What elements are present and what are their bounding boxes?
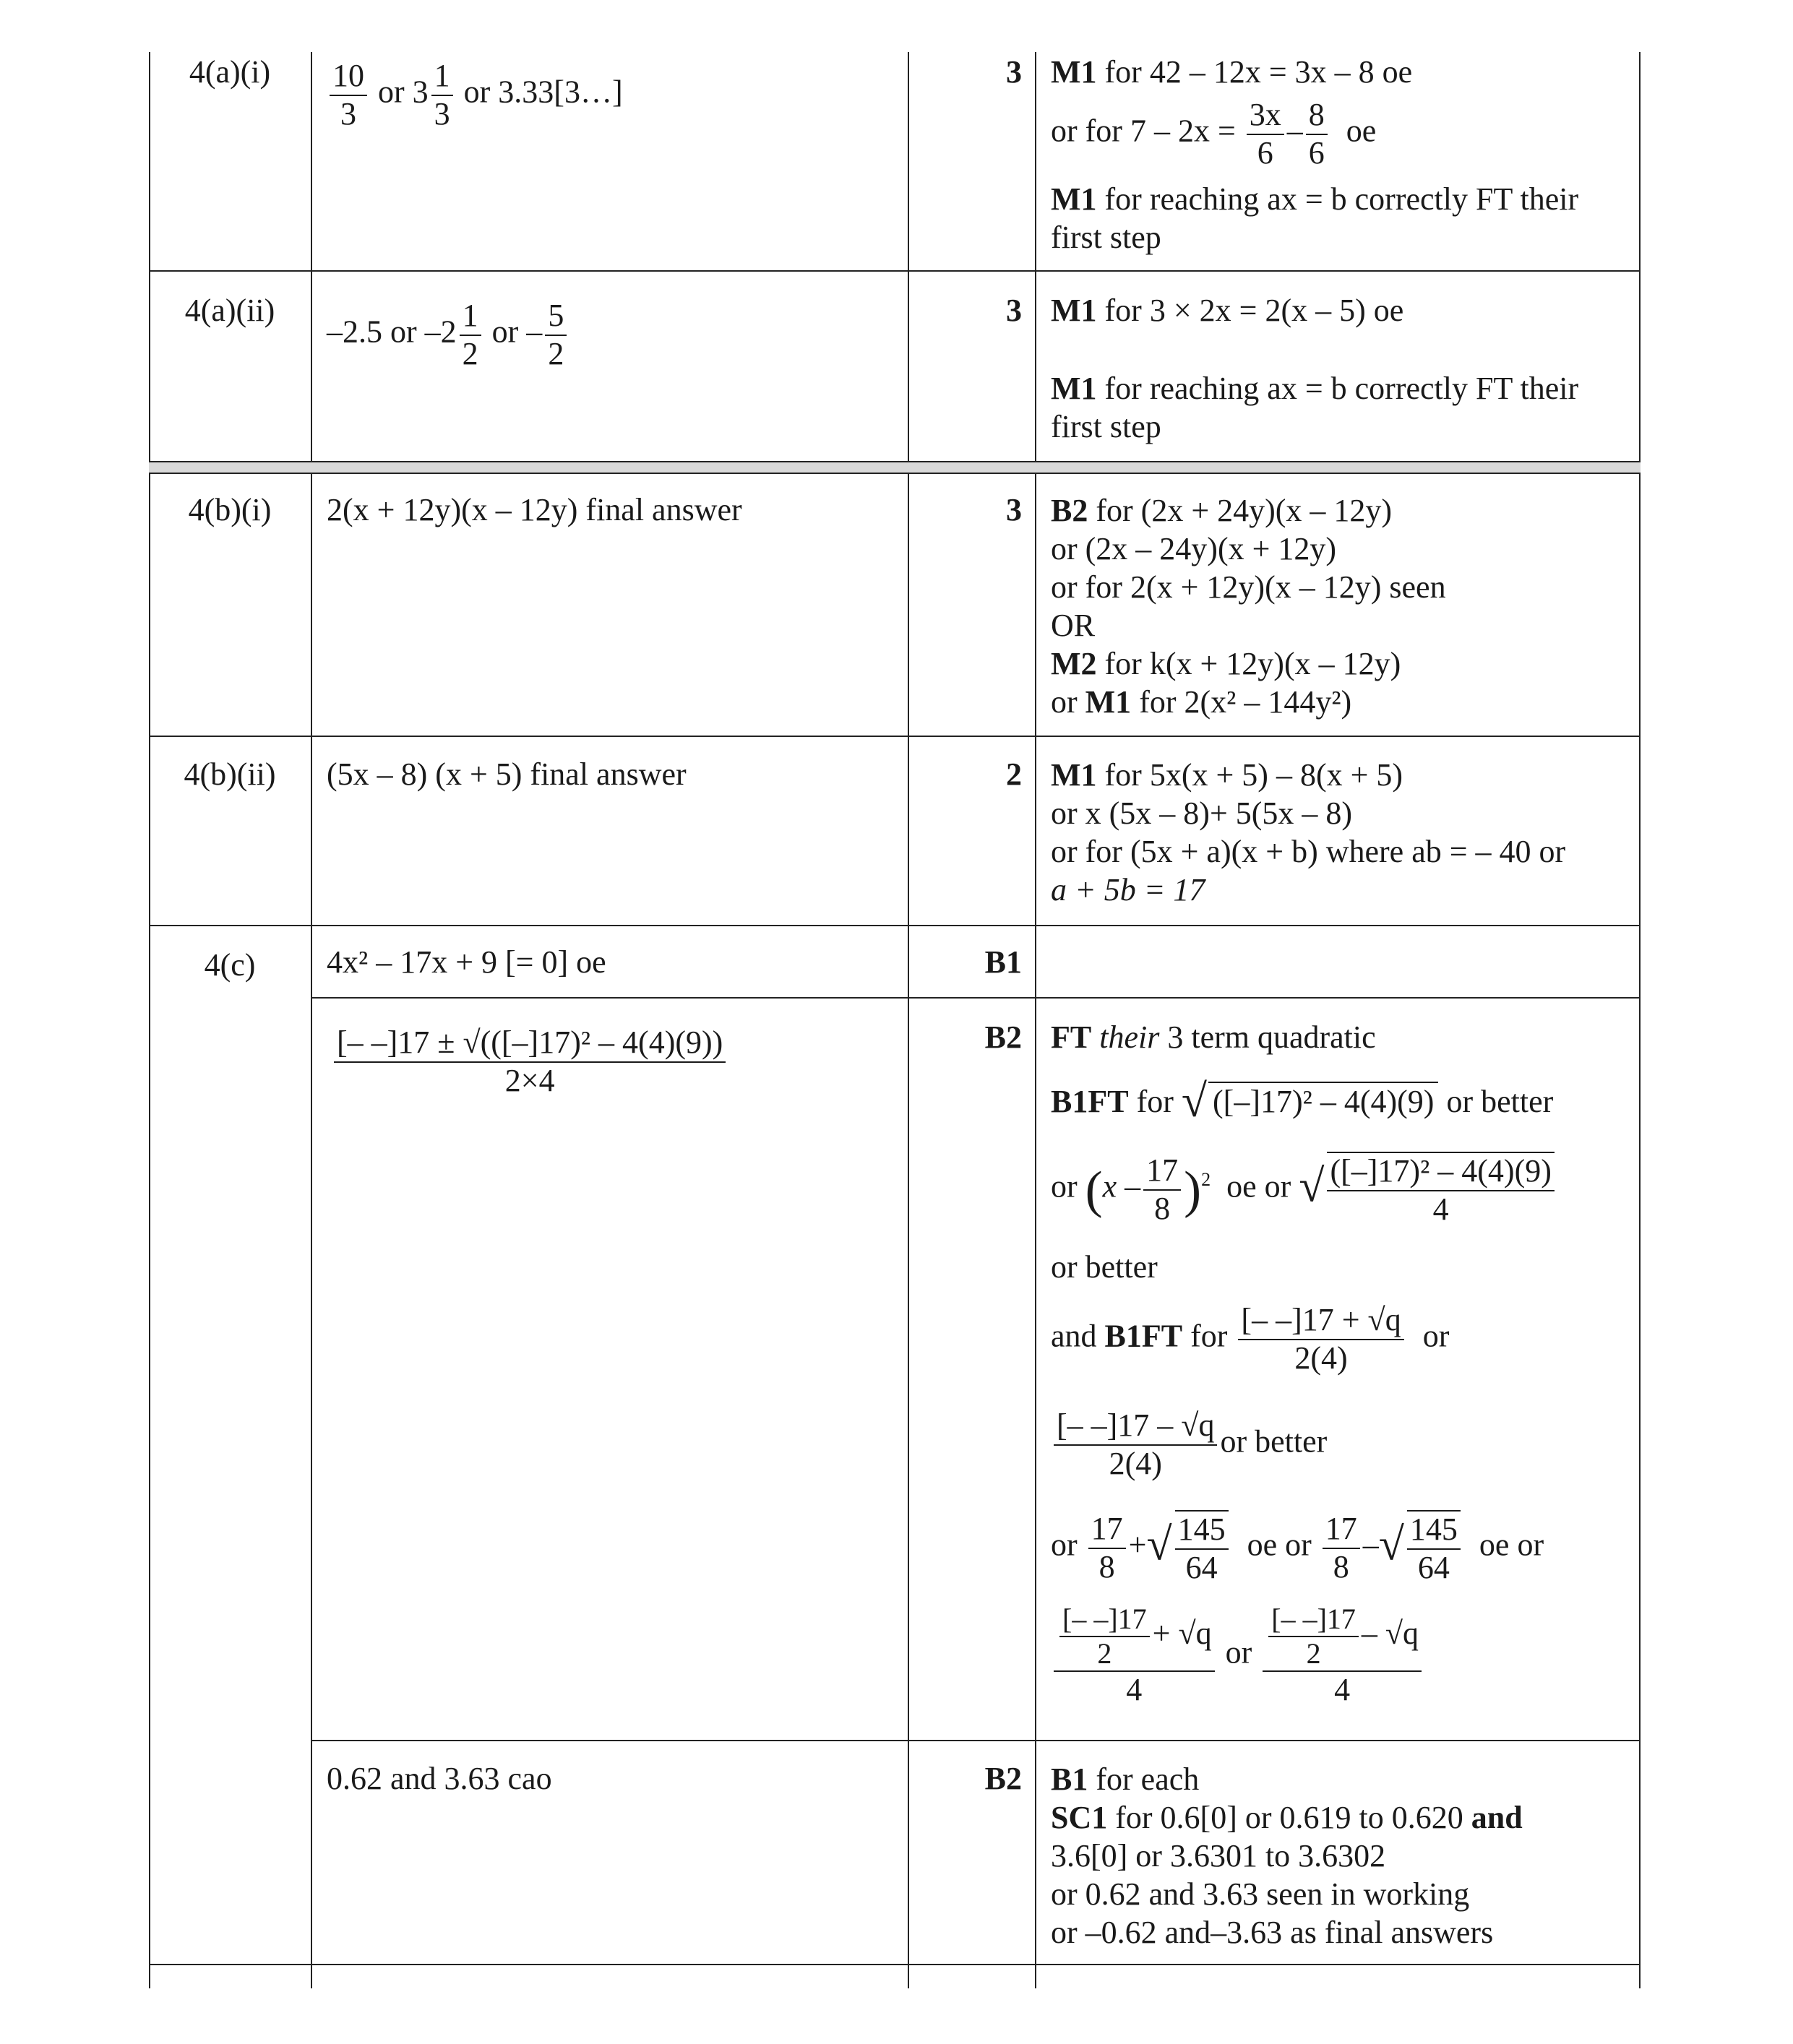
guidance-cell	[1051, 181, 1578, 257]
numerator: 17	[1323, 1511, 1360, 1549]
denominator: 6	[1308, 134, 1325, 171]
fraction	[1306, 97, 1328, 171]
fraction	[460, 298, 481, 372]
mark-code: M2	[1051, 646, 1097, 681]
numerator: 17	[1143, 1152, 1181, 1191]
guidance-text: or	[1051, 1168, 1078, 1204]
marks-cell: 2	[1006, 756, 1022, 792]
guidance-text: –	[1286, 113, 1303, 149]
mark-code: B2	[1051, 493, 1088, 528]
guidance-text: for 0.6[0] or 0.619 to 0.620	[1107, 1800, 1471, 1835]
fraction	[1175, 1510, 1229, 1586]
guidance-text: or for (5x + a)(x + b) where ab = – 40 or	[1051, 834, 1566, 869]
mark-code: FT	[1051, 1019, 1092, 1055]
numerator: [– –]17 + √q	[1238, 1302, 1403, 1340]
quadratic-formula-fraction	[334, 1025, 726, 1099]
guidance-cell	[1051, 1152, 1557, 1228]
table-border-col2	[311, 52, 312, 1988]
numerator: 3x	[1247, 97, 1284, 135]
answer-cell: 4x² – 17x + 9 [= 0] oe	[327, 944, 606, 980]
row-divider	[149, 461, 1641, 462]
guidance-text: for each	[1088, 1761, 1200, 1797]
answer-text: or 3.33[3…]	[463, 74, 623, 110]
row-divider	[149, 1964, 1641, 1965]
answer-cell	[327, 58, 623, 132]
guidance-text: for 5x(x + 5) – 8(x + 5)	[1096, 757, 1403, 793]
guidance-text: oe or	[1247, 1527, 1312, 1563]
guidance-text: for k(x + 12y)(x – 12y)	[1096, 646, 1401, 681]
guidance-text: or (2x – 24y)(x + 12y)	[1051, 531, 1337, 566]
question-number: 4(c)	[204, 947, 256, 983]
fraction	[1088, 1511, 1126, 1585]
guidance-text: for reaching ax = b correctly FT their	[1096, 181, 1579, 217]
numerator: ([–]17)² – 4(4)(9)	[1327, 1153, 1554, 1191]
fraction	[431, 58, 453, 132]
guidance-text: or for 7 – 2x =	[1051, 113, 1236, 149]
mark-code: B1FT	[1051, 1084, 1129, 1119]
guidance-cell	[1051, 370, 1578, 447]
answer-cell	[331, 1025, 728, 1099]
guidance-text: oe or	[1479, 1527, 1544, 1563]
question-number: 4(a)(ii)	[184, 293, 275, 328]
numerator: 5	[545, 298, 567, 336]
numerator	[1054, 1603, 1215, 1672]
denominator: 4	[1432, 1191, 1449, 1227]
mark-code: M1	[1051, 54, 1097, 90]
question-number: 4(b)(i)	[188, 492, 272, 527]
mark-code: M1	[1085, 684, 1132, 720]
row-divider	[149, 736, 1641, 737]
guidance-cell	[1051, 1302, 1449, 1376]
guidance-text: or x (5x – 8)+ 5(5x – 8)	[1051, 795, 1353, 831]
guidance-text: a + 5b = 17	[1051, 872, 1205, 907]
numerator: 10	[330, 58, 367, 96]
answer-cell: (5x – 8) (x + 5) final answer	[327, 756, 687, 792]
fraction	[1054, 1407, 1217, 1482]
answer-text: –2.5 or –2	[327, 314, 457, 350]
guidance-text: or for 2(x + 12y)(x – 12y) seen	[1051, 569, 1446, 605]
fraction	[1247, 97, 1284, 171]
guidance-text: first step	[1051, 408, 1161, 444]
guidance-text: for	[1182, 1318, 1228, 1354]
row-divider	[149, 473, 1641, 474]
answer-cell: 2(x + 12y)(x – 12y) final answer	[327, 492, 742, 527]
mark-code: M1	[1051, 371, 1097, 406]
denominator: 3	[340, 95, 356, 131]
exponent: 2	[1201, 1169, 1211, 1191]
question-number: 4(b)(ii)	[184, 756, 276, 792]
numerator: 145	[1407, 1512, 1461, 1550]
denominator: 8	[1154, 1190, 1171, 1226]
guidance-text: or better	[1438, 1084, 1554, 1119]
guidance-text: OR	[1051, 608, 1096, 643]
guidance-cell	[1051, 1760, 1523, 1952]
radical-icon: √	[1378, 1518, 1404, 1570]
marks-cell: B2	[984, 1019, 1022, 1055]
guidance-text: 3 term quadratic	[1159, 1019, 1376, 1055]
guidance-text: for 3 × 2x = 2(x – 5) oe	[1096, 293, 1404, 328]
row-divider	[149, 925, 1641, 926]
numerator: 17	[1088, 1511, 1126, 1549]
denominator: 3	[434, 95, 450, 131]
guidance-cell	[1051, 1019, 1376, 1057]
answer-text: 3	[412, 74, 429, 110]
mark-code: B1	[1051, 1761, 1088, 1797]
row-divider	[311, 1740, 1641, 1741]
guidance-cell	[1051, 53, 1412, 92]
guidance-text: for	[1128, 1084, 1182, 1119]
paren-icon: )	[1184, 1160, 1202, 1219]
marks-cell: B1	[984, 944, 1022, 980]
guidance-text: for (2x + 24y)(x – 12y)	[1088, 493, 1393, 528]
fraction	[1407, 1510, 1461, 1586]
marks-cell: 3	[1006, 293, 1022, 328]
answer-cell: 0.62 and 3.63 cao	[327, 1761, 552, 1796]
guidance-text: x –	[1102, 1168, 1141, 1204]
guidance-text: oe or	[1226, 1168, 1291, 1204]
guidance-text: –	[1362, 1527, 1379, 1563]
guidance-cell	[1051, 756, 1565, 909]
guidance-text: or	[1422, 1318, 1450, 1354]
denominator: 2	[1097, 1637, 1112, 1670]
guidance-text: for 2(x² – 144y²)	[1131, 684, 1352, 720]
numerator: [– –]17 – √q	[1054, 1407, 1217, 1446]
fraction	[330, 58, 367, 132]
guidance-cell	[1051, 1074, 1553, 1129]
fraction	[545, 298, 567, 372]
denominator: 2	[548, 335, 564, 371]
answer-text: or	[378, 74, 405, 110]
paren-icon: (	[1085, 1160, 1103, 1219]
fraction	[1143, 1152, 1181, 1227]
denominator: 2(4)	[1109, 1445, 1162, 1481]
numerator: 1	[460, 298, 481, 336]
fraction	[1263, 1603, 1422, 1709]
numerator: [– –]17 ± √(([–]17)² – 4(4)(9))	[334, 1025, 726, 1063]
denominator: 2	[1306, 1637, 1321, 1670]
guidance-text: or 0.62 and 3.63 seen in working	[1051, 1876, 1470, 1912]
mark-code: M1	[1051, 293, 1097, 328]
guidance-text: and	[1051, 1318, 1105, 1354]
numerator: 1	[431, 58, 453, 96]
denominator: 64	[1417, 1549, 1450, 1585]
numerator: [– –]17	[1268, 1603, 1359, 1637]
guidance-text: +	[1128, 1527, 1147, 1563]
denominator: 2×4	[504, 1062, 555, 1098]
table-border-col4	[1035, 52, 1036, 1988]
radical-icon: √	[1146, 1518, 1172, 1570]
numerator	[1263, 1603, 1422, 1672]
guidance-text: or –0.62 and–3.63 as final answers	[1051, 1915, 1494, 1950]
fraction	[1327, 1152, 1554, 1228]
numerator: [– –]17	[1059, 1603, 1150, 1637]
guidance-text: and	[1471, 1800, 1523, 1835]
marks-cell: 3	[1006, 54, 1022, 90]
radicand: ([–]17)² – 4(4)(9)	[1208, 1082, 1438, 1121]
guidance-cell	[1051, 1603, 1424, 1709]
guidance-cell	[1051, 491, 1446, 721]
denominator: 4	[1334, 1672, 1351, 1707]
guidance-text: their	[1091, 1019, 1160, 1055]
guidance-text: 3.6[0] or 3.6301 to 3.6302	[1051, 1838, 1386, 1873]
guidance-text: or	[1051, 1527, 1078, 1563]
guidance-cell	[1051, 1407, 1327, 1482]
denominator: 8	[1098, 1548, 1115, 1584]
mark-code: B1FT	[1104, 1318, 1183, 1354]
denominator: 8	[1333, 1548, 1349, 1584]
denominator: 2(4)	[1294, 1340, 1348, 1376]
mark-code: M1	[1051, 757, 1097, 793]
guidance-cell	[1051, 292, 1403, 330]
guidance-cell	[1051, 1510, 1544, 1586]
fraction	[1323, 1511, 1360, 1585]
radical-icon: √	[1181, 1075, 1208, 1126]
mark-code: SC1	[1051, 1800, 1108, 1835]
answer-text: or –	[491, 314, 543, 350]
guidance-text: or	[1225, 1634, 1252, 1670]
guidance-text: + √q	[1152, 1616, 1212, 1652]
guidance-text: or better	[1220, 1423, 1328, 1459]
fraction	[1059, 1603, 1150, 1670]
denominator: 4	[1126, 1672, 1143, 1707]
question-number: 4(a)(i)	[189, 54, 271, 90]
fraction	[1054, 1603, 1215, 1709]
row-divider	[311, 997, 1641, 999]
marks-cell: B2	[984, 1761, 1022, 1796]
mark-code: M1	[1051, 181, 1097, 217]
numerator: 145	[1175, 1512, 1229, 1550]
marks-cell: 3	[1006, 492, 1022, 527]
radical-icon: √	[1299, 1160, 1325, 1212]
denominator: 64	[1185, 1549, 1218, 1585]
guidance-text: – √q	[1361, 1616, 1419, 1652]
guidance-text: oe	[1346, 113, 1377, 149]
guidance-text: for reaching ax = b correctly FT their	[1096, 371, 1579, 406]
guidance-text: for 42 – 12x = 3x – 8 oe	[1096, 54, 1413, 90]
guidance-cell: or better	[1051, 1249, 1158, 1285]
fraction	[1238, 1302, 1403, 1376]
denominator: 6	[1257, 134, 1273, 171]
guidance-text: first step	[1051, 219, 1161, 255]
table-border-left	[149, 52, 150, 1988]
guidance-text: or	[1051, 684, 1085, 720]
fraction	[1268, 1603, 1359, 1670]
row-divider	[149, 270, 1641, 272]
guidance-cell	[1051, 97, 1376, 171]
numerator: 8	[1306, 97, 1328, 135]
denominator: 2	[462, 335, 478, 371]
answer-cell	[327, 298, 569, 372]
table-border-right	[1639, 52, 1641, 1988]
